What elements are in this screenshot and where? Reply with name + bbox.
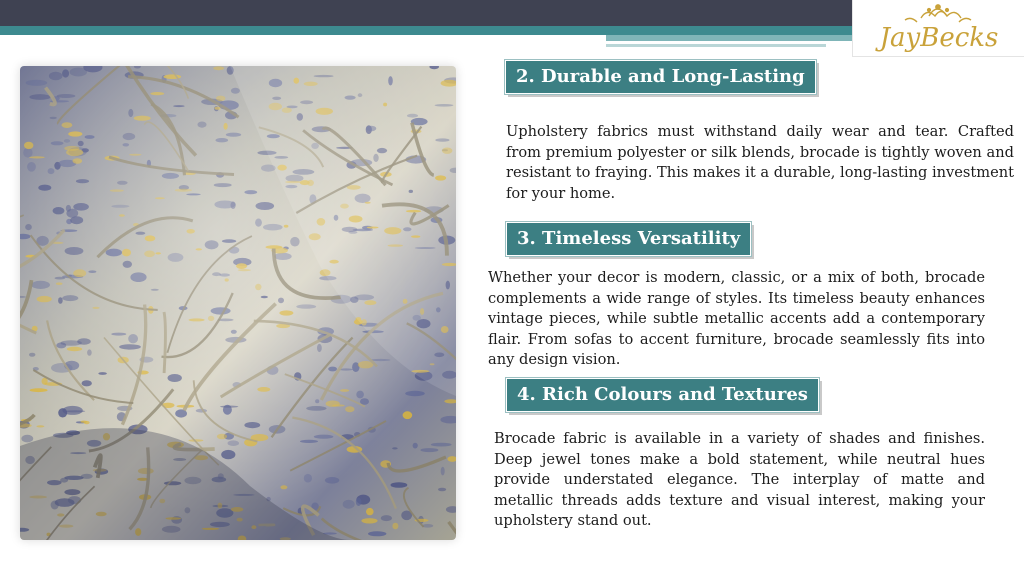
brocade-fabric-image [20, 66, 456, 540]
teal-stripe-accent [606, 35, 852, 41]
teal-stripe [0, 26, 852, 35]
section-heading-colours: 4. Rich Colours and Textures [506, 378, 819, 412]
crown-ornament-icon [859, 2, 1019, 54]
section-heading-durable: 2. Durable and Long-Lasting [505, 60, 816, 94]
section-body-durable: Upholstery fabrics must withstand daily wear and tear. Crafted from premium polyester or silk blends, brocade is tightly woven and resistant to fraying. This makes it a durable, long-lasting investment for your home. [506, 123, 1014, 202]
section-body-versatility: Whether your decor is modern, classic, or a mix of both, brocade complements a wide range of styles. Its timeless beauty enhances vintage pieces, while subtle metallic accents add a contemporary flair. From sofas to accent furniture, brocade seamlessly fits into any design vision. [488, 269, 985, 368]
teal-stripe-accent-thin [606, 44, 826, 47]
fabric-photo [20, 66, 456, 540]
section-body-colours: Brocade fabric is available in a variety of shades and finishes. Deep jewel tones make a bold statement, while neutral hues provide understated elegance. The interplay of matte and metallic threads adds texture and visual interest, making your upholstery stand out. [494, 430, 985, 529]
top-banner [0, 0, 852, 26]
section-heading-versatility: 3. Timeless Versatility [506, 222, 751, 256]
brand-logo-text: JayBecks [879, 23, 999, 53]
brand-logo [852, 0, 1024, 57]
